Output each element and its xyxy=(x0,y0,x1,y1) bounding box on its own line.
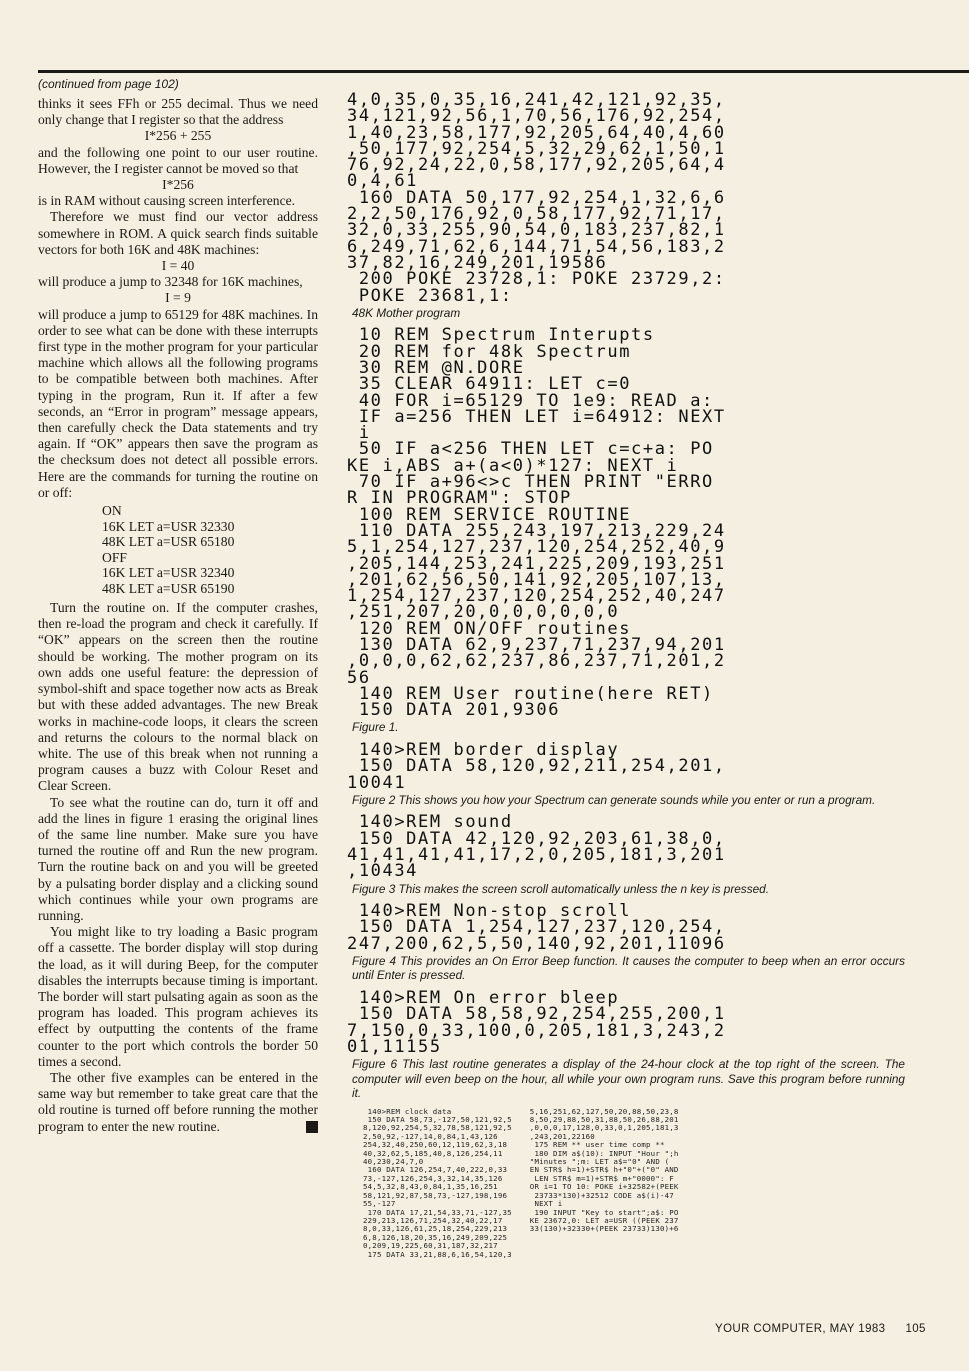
command-line: 16K LET a=USR 32340 xyxy=(102,565,235,581)
caption-48k: 48K Mother program xyxy=(352,305,461,320)
command-line: ON xyxy=(102,503,122,519)
formula: I*256 xyxy=(162,177,194,193)
caption-figure-4: Figure 4 This provides an On Error Beep function. It causes the computer to beep when an error occurs until Enter is pressed. xyxy=(352,953,905,983)
end-of-article-mark xyxy=(306,1121,318,1133)
paragraph: You might like to try loading a Basic program off a cassette. The border display will stop during the load, as it will during Beep, for the computer disables the interrupts because timing is important. The border will start pulsating again as soon as the program has loaded. This program achieves its effect by outputting the contents of the frame counter to the port which controls the border 50 times a second. xyxy=(38,924,318,1069)
paragraph-text: The other five examples can be entered in the same way but remember to take great care that the old routine is turned off before running the mother program to enter the new routine. xyxy=(38,1069,318,1134)
magazine-issue: YOUR COMPUTER, MAY 1983 xyxy=(715,1323,886,1335)
paragraph: Turn the routine on. If the computer crashes, then re-load the program and check it carefully. If “OK” appears on the screen then the routine should be working. The mother program on its own adds one useful feature: the depression of symbol-shift and space together now acts as Break but with these added advantages. The new Break works in machine-code loops, it clears the screen and returns the colours to the normal black on white. The use of this break when not running a program causes a buzz with Colour Reset and Clear Screen. xyxy=(38,600,318,794)
paragraph: and the following one point to our user routine. However, the I register cannot be moved so that xyxy=(38,144,318,176)
code-listing-figure-6-right: 5,16,251,62,127,50,20,88,50,23,8 8,50,29,88,50,31,88,50,26,88,201 ,0,0,0,17,128,0,33,0,1,205,181,3 ,243,201,22160 175 REM ** user time comp ** 180 DIM a$(10): INPUT "Hour ";h "Minutes ";m: LET a$="0" AND ( EN STR$ h=1)+STR$ h+"0"+("0" AND LEN STR$ m=1)+STR$ m+"0000": F OR i=1 TO 10: POKE i+32582+(PEEK 23733*130)+32512 CODE a$(i)-47 NEXT i 190 INPUT "Key to start";a$: PO KE 23672,0: LET a=USR ((PEEK 237 33(130)+32330+(PEEK 23733)130)+6 xyxy=(529,1106,679,1234)
command-line: OFF xyxy=(102,549,127,565)
caption-figure-2: Figure 2 This shows you how your Spectrum can generate sounds while you enter or run a program. xyxy=(352,792,876,807)
paragraph: will produce a jump to 32348 for 16K machines, xyxy=(38,274,303,290)
listings-column xyxy=(347,92,905,1259)
formula: I*256 + 255 xyxy=(144,128,212,144)
page-number: 105 xyxy=(905,1323,926,1335)
command-line: 48K LET a=USR 65180 xyxy=(102,534,235,550)
command-line: 48K LET a=USR 65190 xyxy=(102,580,235,596)
page-footer xyxy=(715,1323,926,1335)
paragraph: To see what the routine can do, turn it off and add the lines in figure 1 erasing the original lines of the same line number. Make sure you have turned the routine off and Run the new program. Turn the routine back on and you will be greeted by a pulsating border display and a clicking sound which continues while your own programs are running. xyxy=(38,794,318,923)
code-listing-figure-4: 140>REM On error bleep 150 DATA 58,58,92,254,255,200,1 7,150,0,33,100,0,205,181,3,243,2 01,11155 xyxy=(347,987,726,1057)
paragraph-last xyxy=(38,1070,318,1135)
continued-note: (continued from page 102) xyxy=(38,77,179,91)
code-listing-mother: 10 REM Spectrum Interupts 20 REM for 48k Spectrum 30 REM @N.DORE 35 CLEAR 64911: LET c=0 40 FOR i=65129 TO 1e9: READ a: IF a=256 THEN LET i=64912: NEXT i 50 IF a<256 THEN LET c=c+a: PO KE i,ABS a+(a<0)*127: NEXT i 70 IF a+96<>c THEN PRINT "ERRO R IN PROGRAM": STOP 100 REM SERVICE ROUTINE 110 DATA 255,243,197,213,229,24 5,1,254,127,237,120,254,252,40,9 ,205,144,253,241,225,209,193,251 ,201,62,56,50,141,92,205,107,13, 1,254,127,237,120,254,252,40,247 ,251,207,20,0,0,0,0,0,0 120 REM ON/OFF routines 130 DATA 62,9,237,71,237,94,201 ,0,0,0,62,62,237,86,237,71,201,2 56 140 REM User routine(here RET) 150 DATA 201,9306 xyxy=(347,325,726,721)
command-list xyxy=(102,503,318,596)
caption-figure-6: Figure 6 This last routine generates a display of the 24-hour clock at the top right of the screen. The computer will even beep on the hour, all while your own program runs. Save this program before running it. xyxy=(352,1057,905,1101)
figure-6-listing xyxy=(363,1108,905,1259)
top-rule xyxy=(38,70,969,73)
article-column xyxy=(38,96,318,1135)
paragraph: Therefore we must find our vector address somewhere in ROM. A quick search finds suitable vectors for both 16K and 48K machines: xyxy=(38,209,318,257)
code-listing-figure-1: 140>REM border display 150 DATA 58,120,92,211,254,201, 10041 xyxy=(347,739,726,793)
command-line: 16K LET a=USR 32330 xyxy=(102,518,235,534)
code-listing-top: 4,0,35,0,35,16,241,42,121,92,35, 34,121,92,56,1,70,56,176,92,254, 1,40,23,58,177,92,205,64,40,4,60 ,50,177,92,254,5,32,29,62,1,50,1 76,92,24,22,0,58,177,92,205,64,4 0,4,61 160 DATA 50,177,92,254,1,32,6,6 2,2,50,176,92,0,58,177,92,71,17, 32,0,33,255,90,54,0,183,237,82,1 6,249,71,62,6,144,71,54,56,183,2 37,82,16,249,201,19586 200 POKE 23728,1: POKE 23729,2: POKE 23681,1: xyxy=(347,90,726,306)
caption-figure-1: Figure 1. xyxy=(352,720,399,735)
formula: I = 9 xyxy=(165,290,191,306)
code-listing-figure-3: 140>REM Non-stop scroll 150 DATA 1,254,127,237,120,254, 247,200,62,5,50,140,92,201,11096 xyxy=(347,901,726,954)
paragraph: will produce a jump to 65129 for 48K machines. In order to see what can be done with these interrupts first type in the mother program for your particular machine which allows all the following programs to be compatible between both machines. After typing in the program, Run it. If after a few seconds, an “Error in program” message appears, then carefully check the Data statements and try again. If “OK” appears then save the program as the checksum does not detect all possible errors. Here are the commands for turning the routine on or off: xyxy=(38,306,318,500)
formula: I = 40 xyxy=(161,258,195,274)
paragraph: is in RAM without causing screen interference. xyxy=(38,193,296,209)
code-listing-figure-6-left: 140>REM clock data 150 DATA 58,73,-127,50,121,92,5 8,120,92,254,5,32,78,58,121,92,5 2,50,92,-127,14,0,84,1,43,126 254,32,40,250,60,12,119,62,3,18 40,32,62,5,185,40,8,126,254,11 40,230,24,7,0 160 DATA 126,254,7,40,222,0,33 73,-127,126,254,3,32,14,35,126 54,5,32,8,43,0,84,1,35,16,251 58,121,92,87,58,73,-127,198,196 55,-127 170 DATA 17,21,54,33,71,-127,35 229,213,126,71,254,32,40,22,17 8,0,33,126,61,25,18,254,229,213 6,8,126,18,20,35,16,249,209,225 0,209,19,225,60,31,187,32,217 175 DATA 33,21,88,6,16,54,120,3 xyxy=(363,1106,512,1259)
paragraph: thinks it sees FFh or 255 decimal. Thus we need only change that I register so that the address xyxy=(38,96,318,128)
code-listing-figure-2: 140>REM sound 150 DATA 42,120,92,203,61,38,0, 41,41,41,41,17,2,0,205,181,3,201 ,10434 xyxy=(347,812,726,882)
caption-figure-3: Figure 3 This makes the screen scroll automatically unless the n key is pressed. xyxy=(352,881,770,896)
